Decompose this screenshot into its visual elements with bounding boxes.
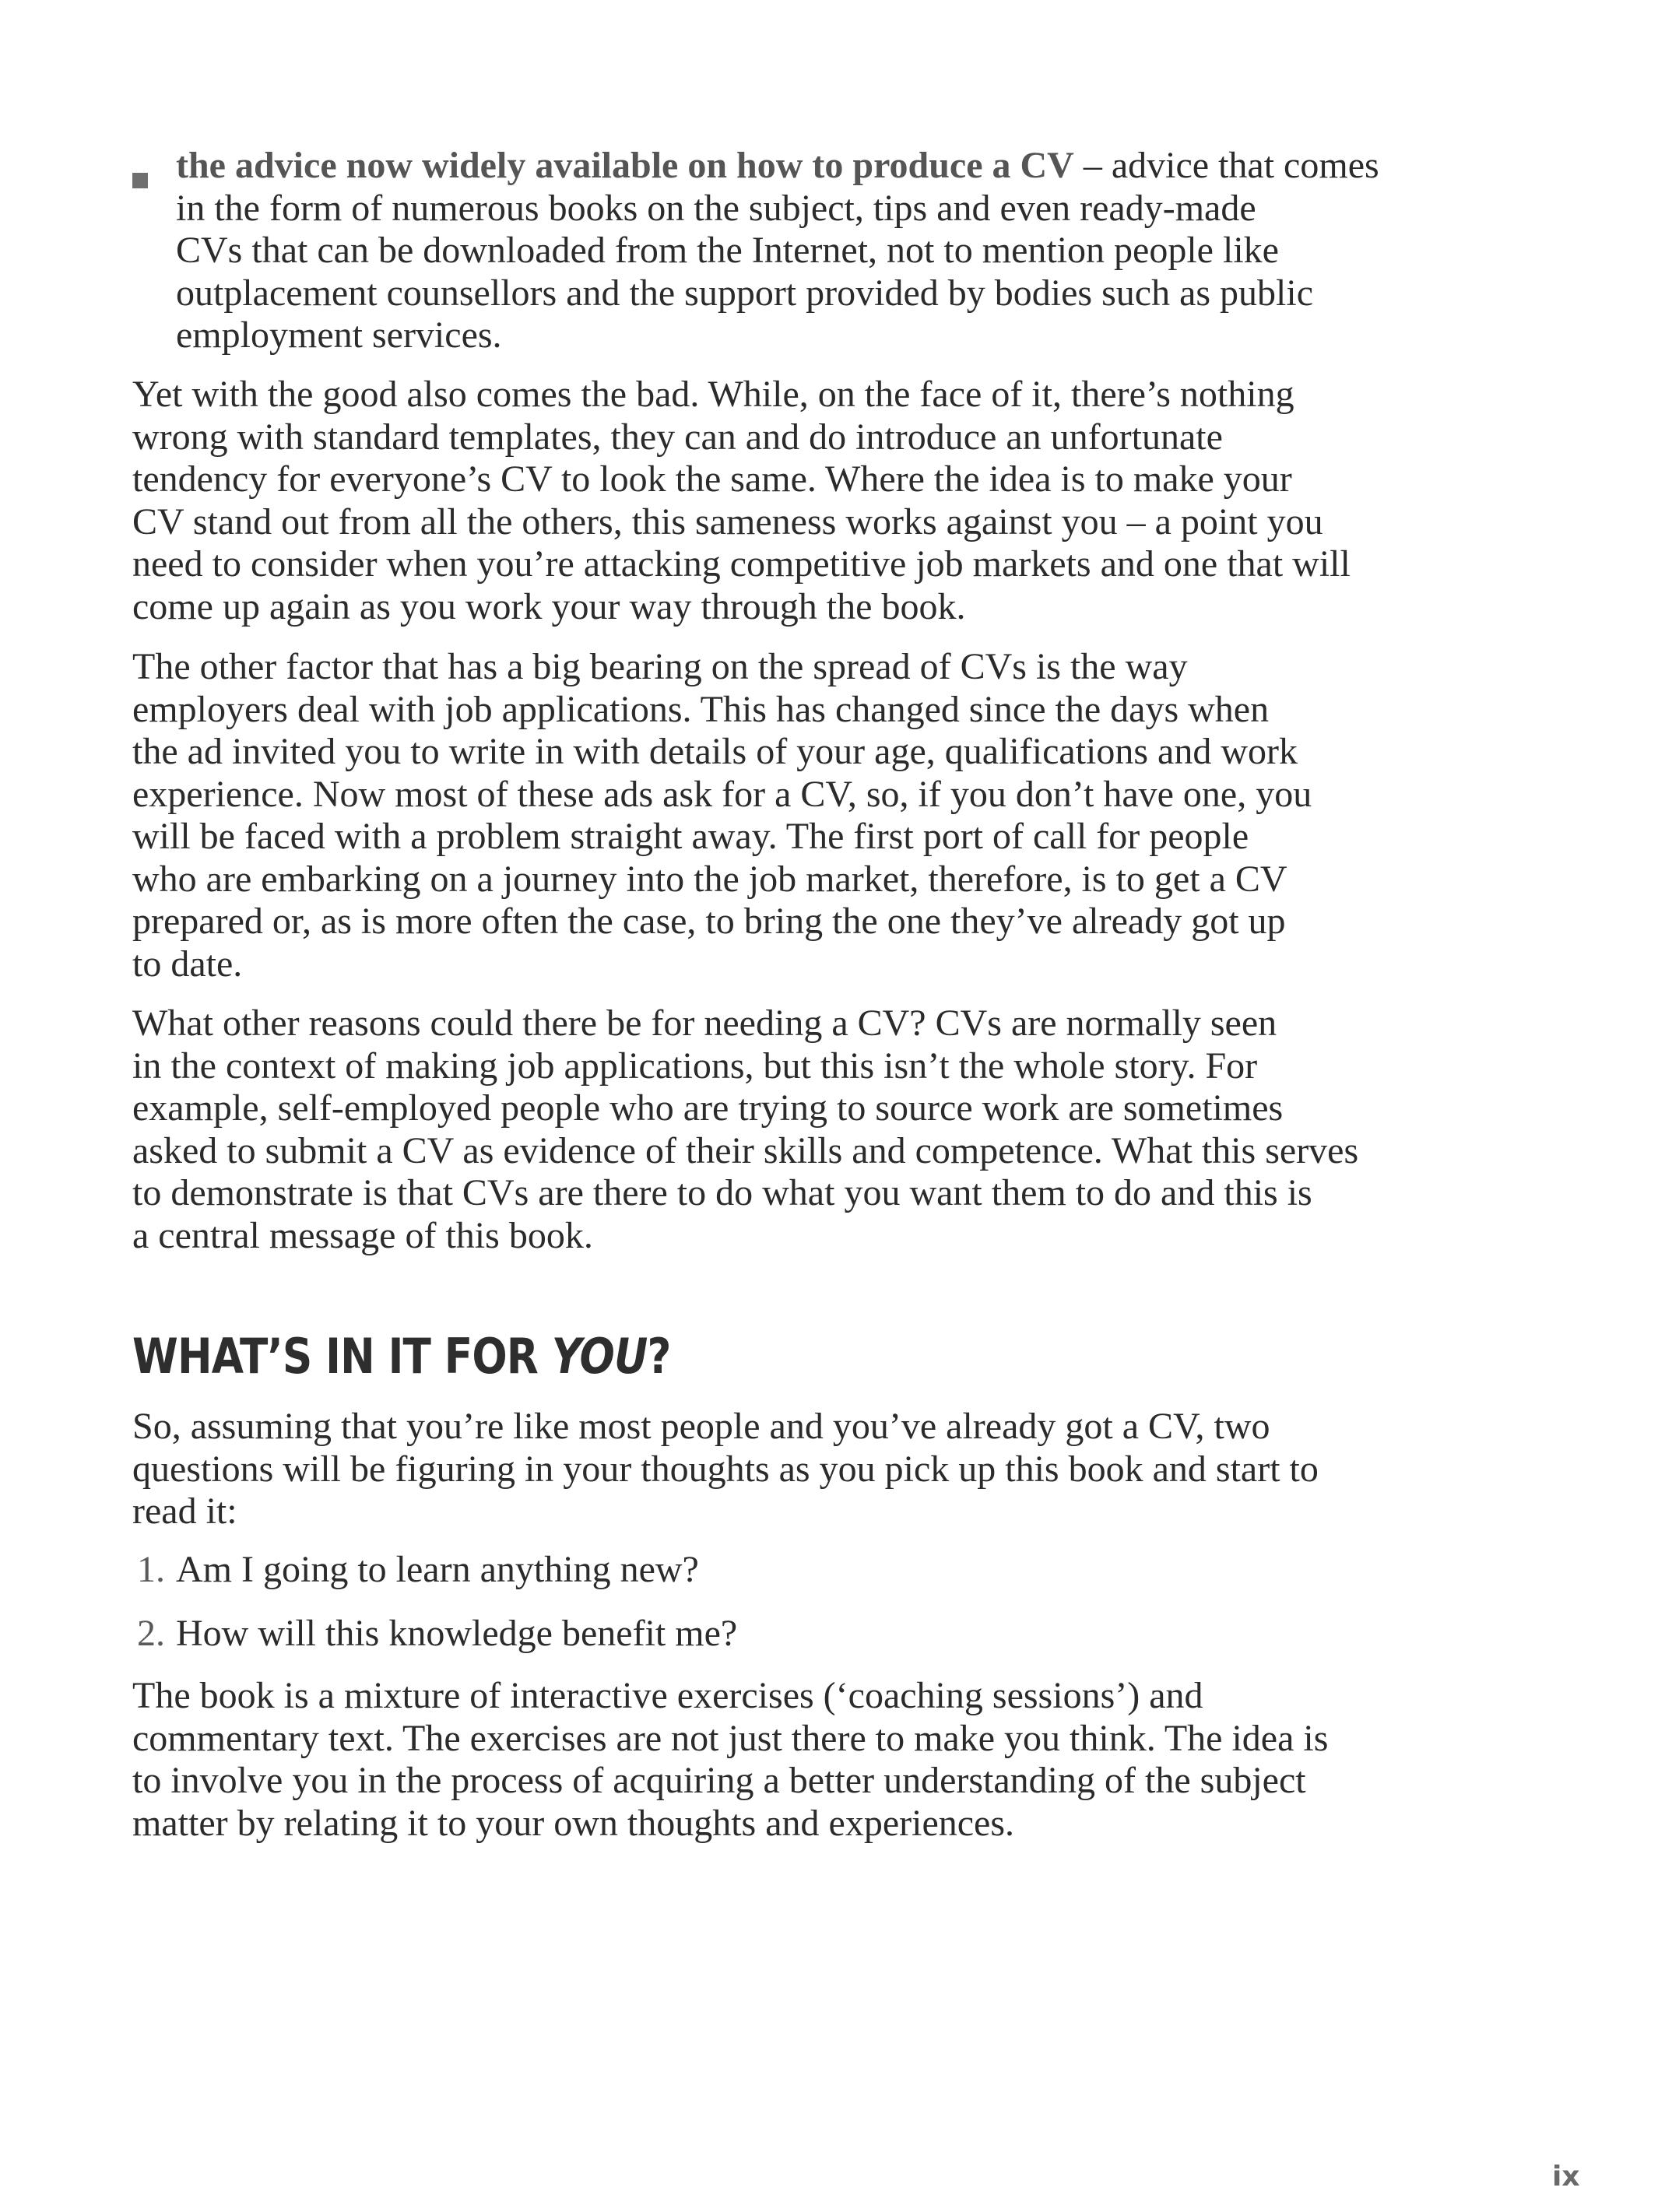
text-line: to date. bbox=[132, 943, 243, 985]
text-line: tendency for everyone’s CV to look the same. Where the idea is to make your bbox=[132, 458, 1292, 500]
text-line: Yet with the good also comes the bad. While, on the face of it, there’s nothing bbox=[132, 374, 1294, 415]
text-line: example, self-employed people who are trying to source work are sometimes bbox=[132, 1087, 1284, 1129]
text-line: So, assuming that you’re like most people and you’ve already got a CV, two bbox=[132, 1406, 1270, 1447]
paragraph-job-applications bbox=[132, 646, 1456, 985]
text-line: read it: bbox=[132, 1490, 237, 1532]
text-line: a central message of this book. bbox=[132, 1214, 593, 1256]
paragraph-assuming bbox=[132, 1406, 1456, 1533]
text-line: who are embarking on a journey into the job market, therefore, is to get a CV bbox=[132, 858, 1287, 900]
text-line: the ad invited you to write in with details of your age, qualifications and work bbox=[132, 731, 1298, 772]
text-line: come up again as you work your way through the book. bbox=[132, 585, 966, 627]
paragraph-book-mixture bbox=[132, 1675, 1456, 1845]
text-line: commentary text. The exercises are not just there to make you think. The idea is bbox=[132, 1717, 1329, 1759]
text-line: questions will be figuring in your thoughts as you pick up this book and start to bbox=[132, 1448, 1319, 1490]
paragraph-templates bbox=[132, 374, 1456, 628]
text-line: to involve you in the process of acquiring a better understanding of the subject bbox=[132, 1760, 1306, 1801]
text-line: in the form of numerous books on the subject, tips and even ready-made bbox=[176, 187, 1256, 229]
page-number: ix bbox=[1552, 2161, 1580, 2193]
text-line: to demonstrate is that CVs are there to do what you want them to do and this is bbox=[132, 1172, 1312, 1213]
bullet-text bbox=[176, 145, 1468, 357]
text-line: The book is a mixture of interactive exercises (‘coaching sessions’) and bbox=[132, 1675, 1203, 1716]
text-line: employers deal with job applications. This has changed since the days when bbox=[132, 688, 1270, 730]
square-bullet-icon bbox=[132, 173, 148, 188]
list-item-text: Am I going to learn anything new? bbox=[176, 1549, 699, 1590]
text-line: will be faced with a problem straight away. The first port of call for people bbox=[132, 816, 1249, 857]
text-line: asked to submit a CV as evidence of their skills and competence. What this serves bbox=[132, 1129, 1359, 1171]
numbered-list-item bbox=[137, 1613, 737, 1655]
text-line: CV stand out from all the others, this sameness works against you – a point you bbox=[132, 500, 1323, 542]
section-heading bbox=[132, 1329, 671, 1384]
text-line: employment services. bbox=[176, 314, 502, 356]
list-number: 1. bbox=[137, 1549, 165, 1590]
text-line: CVs that can be downloaded from the Internet, not to mention people like bbox=[176, 230, 1279, 271]
text-line: need to consider when you’re attacking competitive job markets and one that will bbox=[132, 543, 1351, 585]
paragraph-other-reasons bbox=[132, 1002, 1456, 1257]
bullet-line-continuation: – advice that comes bbox=[1073, 145, 1379, 186]
heading-question-mark: ? bbox=[647, 1328, 671, 1385]
text-line: experience. Now most of these ads ask for a CV, so, if you don’t have one, you bbox=[132, 773, 1312, 815]
text-line: What other reasons could there be for needing a CV? CVs are normally seen bbox=[132, 1002, 1277, 1044]
text-line: in the context of making job applications, but this isn’t the whole story. For bbox=[132, 1045, 1258, 1087]
text-line: matter by relating it to your own thoughts and experiences. bbox=[132, 1802, 1015, 1844]
list-number: 2. bbox=[137, 1613, 165, 1654]
heading-text: WHAT’S IN IT FOR bbox=[132, 1328, 552, 1385]
text-line: wrong with standard templates, they can and do introduce an unfortunate bbox=[132, 416, 1223, 458]
text-line: prepared or, as is more often the case, to bring the one they’ve already got up bbox=[132, 901, 1286, 942]
bullet-lead-phrase: the advice now widely available on how to produce a CV bbox=[176, 145, 1074, 186]
text-line: The other factor that has a big bearing on the spread of CVs is the way bbox=[132, 646, 1188, 687]
text-line bbox=[176, 145, 1468, 188]
text-line: outplacement counsellors and the support provided by bodies such as public bbox=[176, 272, 1314, 314]
heading-emphasis: YOU bbox=[551, 1328, 648, 1385]
numbered-list-item bbox=[137, 1549, 699, 1591]
list-item-text: How will this knowledge benefit me? bbox=[176, 1613, 738, 1654]
